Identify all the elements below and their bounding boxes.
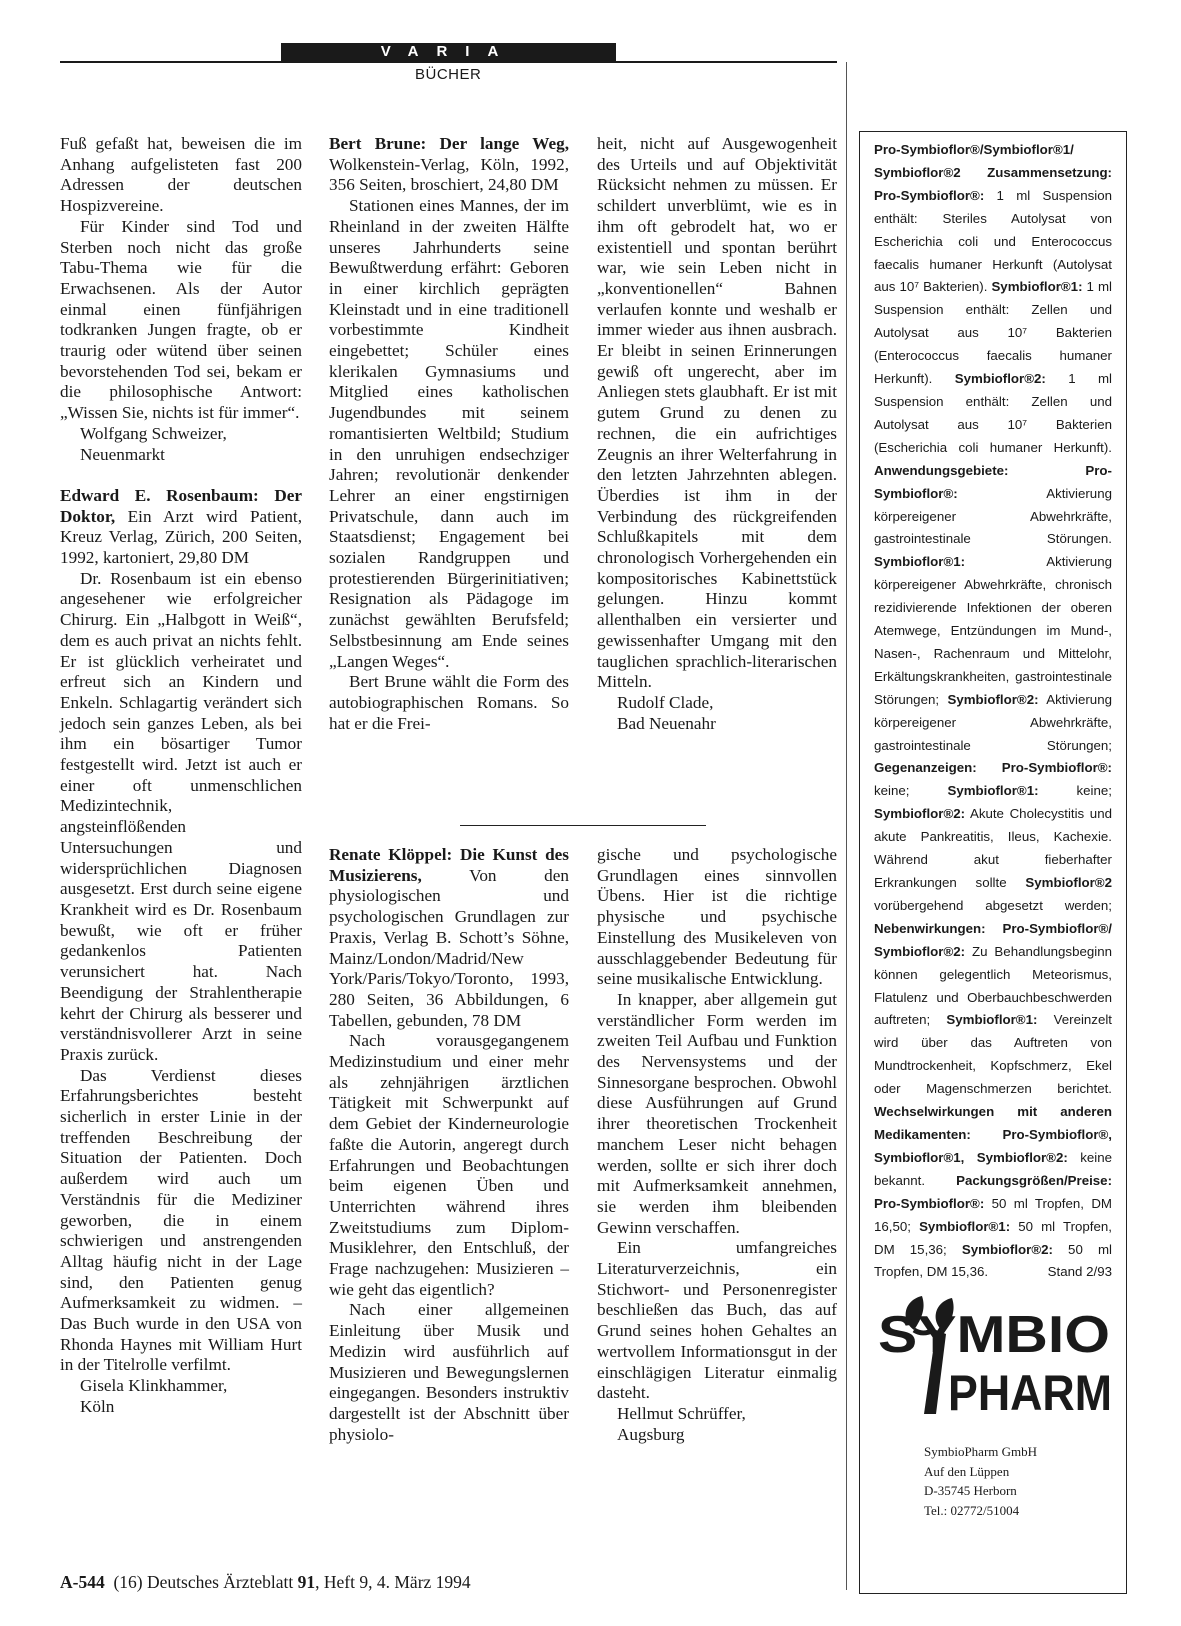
ad-bold: Pro-Symbioflor®/Symbioflor®1/ Symbioflor®2 Zusammensetzung: Pro-Symbioflor®: <box>874 142 1112 203</box>
ad-text-run: Vereinzelt wird über das Auftreten von Mundtrockenheit, Kopfschmerz, Ekel oder Magenschmerzen berichtet. <box>874 1012 1113 1097</box>
author-name: Hellmut Schrüffer, <box>617 1403 746 1423</box>
ad-bold: Wechselwirkungen mit anderen Medikamenten: Pro-Symbioflor®, Symbioflor®1, Symbioflor®2: <box>874 1104 1112 1165</box>
review-title: Renate Klöppel: Die Kunst des Musizierens, <box>329 845 569 885</box>
paragraph: Das Verdienst dieses Erfahrungsberichtes besteht sicherlich in erster Linie in der treffenden Beschreibung der Situation der Patienten. Doch außerdem wird auch um Verständnis für die Mediziner geworben, die in einem schwierigen und anstrengenden Alltag häufig nicht in der Lage sind, den Patienten genug Aufmerksamkeit zu widmen. – Das Buch wurde in den USA von Rhonda Haynes mit William Hurt in der Titelrolle verfilmt. <box>60 1065 302 1375</box>
ad-text-run: 50 ml Tropfen, DM 16,50; <box>874 1195 1112 1234</box>
review-bibliography: Ein Arzt wird Patient, Kreuz Verlag, Zürich, 200 Seiten, 1992, kartoniert, 29,80 DM <box>60 506 302 568</box>
author-name: Gisela Klinkhammer, <box>80 1376 228 1396</box>
column-divider <box>846 62 847 1590</box>
address-line: Tel.: 02772/51004 <box>924 1502 1020 1518</box>
review-heading <box>60 486 302 569</box>
paragraph: Stationen eines Mannes, der im Rheinland in der zweiten Hälfte unseres Jahrhunderts seine Bewußtwerdung erfährt: Geboren in einer kirchlich geprägten Kleinstadt und in eine traditionell vorbestimmte Kindheit eingebettet; Schüler eines klerikalen Gymnasiums und Mitglied eines katholischen Jugendbundes mit seinem romantisierten Weltbild; Studium in den unruhigen endsechziger Jahren; revolutionär denkender Lehrer an einer engstirnigen Privatschule, dann auch im Staatsdienst; Engagement bei sozialen Randgruppen und protestierenden Bürgerinitiativen; Resignation als Pädagoge im zunächst gewählten Berufsfeld; Selbstbesinnung am Ende seines „Langen Weges“. <box>329 196 569 671</box>
ad-text-run: 1 ml Suspension enthält: Zellen und Autolysat aus 10⁷ Bakterien (Enterococcus faecalis humaner Herkunft). <box>874 279 1112 387</box>
review-heading <box>329 845 569 1031</box>
ad-bold: Symbioflor®2: <box>954 371 1046 387</box>
ad-bold: Packungsgrößen/Preise: Pro-Symbioflor®: <box>874 1172 1112 1211</box>
author-place: Augsburg <box>617 1424 685 1444</box>
address-line: D-35745 Herborn <box>924 1483 1017 1498</box>
address-line: SymbioPharm GmbH <box>924 1444 1038 1459</box>
ad-text-run: keine; <box>874 783 948 799</box>
address-line: Auf den Lüppen <box>924 1463 1010 1479</box>
ad-stand: Stand 2/93 <box>1047 1264 1112 1280</box>
ad-text-run: Aktivierung körpereigener Abwehrkräfte, chronisch rezidivierende Infektionen der oberen Atemwege, Entzündungen im Mund-, Nasen-, Rachenraum und Mittelohr, Erkältungskrankheiten, gastrointestinale Störungen; <box>874 554 1112 707</box>
footer-journal: (16) Deutsches Ärzteblatt <box>104 1572 298 1592</box>
paragraph: Bert Brune wählt die Form des autobiographischen Romans. So hat er die Frei- <box>329 672 569 733</box>
author-place: Bad Neuenahr <box>617 713 716 733</box>
ad-bold: Anwendungsgebiete: Pro-Symbioflor®: <box>874 462 1112 501</box>
ad-bold: Symbioflor®1: <box>947 783 1039 799</box>
ad-text-run: keine; <box>1038 783 1112 799</box>
section-banner <box>281 43 616 61</box>
ad-bold: Nebenwirkungen: Pro-Symbioflor®/ Symbioflor®2: <box>874 920 1112 959</box>
ad-text-run: Zu Behandlungsbeginn können gelegentlich Meteorismus, Flatulenz und Oberbauchbeschwerden auftreten; <box>874 943 1112 1028</box>
column-2-lower <box>329 845 569 1445</box>
column-3-lower <box>597 845 837 1445</box>
logo-word-1: SYMBIO <box>878 1306 1110 1364</box>
review-bibliography: Wolkenstein-Verlag, Köln, 1992, 356 Seiten, broschiert, 24,80 DM <box>329 154 569 195</box>
paragraph: Nach einer allgemeinen Einleitung über Musik und Medizin wird ausführlich auf Musizieren und Bewegungslernen eingegangen. Besonders instruktiv dargestellt ist der Abschnitt über physiolo- <box>329 1300 569 1444</box>
ad-text-run: Aktivierung körpereigener Abwehrkräfte, gastrointestinale Störungen. <box>874 485 1112 547</box>
symbiopharm-logo <box>874 1290 1114 1418</box>
ad-text-run: 1 ml Suspension enthält: Steriles Autolysat von Escherichia coli und Enterococcus faecalis humaner Herkunft (Autolysat aus 10⁷ Bakterien). <box>874 187 1112 295</box>
review-separator <box>460 825 706 826</box>
ad-text-run: vorübergehend abgesetzt werden; <box>874 897 1112 913</box>
ad-text-run: 50 ml Tropfen, DM 15,36. <box>874 1241 1112 1280</box>
paragraph: Ein umfangreiches Literaturverzeichnis, ein Stichwort- und Personenregister beschließen das Buch, das auf Grund seines hohen Gehaltes an wertvollem Informationsgut in der einschlägigen Literatur einmalig dasteht. <box>597 1238 837 1403</box>
ad-bold: Symbioflor®1: <box>874 554 966 570</box>
column-2 <box>329 134 569 734</box>
ad-text-run: 50 ml Tropfen, DM 15,36; <box>874 1218 1112 1257</box>
ad-bold: Symbioflor®1: <box>991 279 1083 295</box>
review-heading <box>329 134 569 196</box>
paragraph: gische und psychologische Grundlagen eines sinnvollen Übens. Hier ist die richtige physische und psychische Einstellung des Musikeleven von ausschlaggebender Bedeutung für seine musikalische Entwicklung. <box>597 845 837 989</box>
paragraph: In knapper, aber allgemein gut verständlicher Form werden im zweiten Teil Aufbau und Funktion des Nervensystems und der Sinnesorgane besprochen. Obwohl diese Ausführungen auf Grund ihrer theoretischen Trockenheit manchem Leser nicht behagen werden, sollte er sich ihrer doch mit Aufmerksamkeit annehmen, sie werden ihm bleibenden Gewinn verschaffen. <box>597 989 837 1237</box>
paragraph: heit, nicht auf Ausgewogenheit des Urteils und auf Objektivität Rücksicht nehmen zu müssen. Er schildert unverblümt, wie es in ihm oft gebrodelt hat, wo er existentiell und spontan berührt war, wie sein Leben nicht in „konventionellen“ Bahnen verlaufen konnte und weshalb er immer wieder aus ihnen ausbrach. Er bleibt in seinen Erinnerungen gewiß oft ungerecht, aber im Anliegen stets glaubhaft. Er ist mit gutem Grund zu denen zu rechnen, die ein aufrichtiges Zeugnis an ihrer Welterfahrung in den letzten Jahrzehnten ablegen. Überdies ist ihm in der Verbindung des rückgreifenden Schlußkapitels mit dem chronologisch Vorhergehenden ein kompositorisches Kabinettstück gelungen. Hinzu kommt allenthalben ein versierter und gewissenhafter Umgang mit den tauglichen sprachlich-literarischen Mitteln. <box>597 134 837 692</box>
ad-bold: Symbioflor®2: <box>874 806 966 822</box>
ad-bold: Symbioflor®2 <box>1025 875 1112 890</box>
ad-text-run: Aktivierung körpereigener Abwehrkräfte, gastrointestinale Störungen; <box>874 691 1112 753</box>
column-3 <box>597 134 837 734</box>
ad-bold: Symbioflor®1: <box>919 1218 1011 1234</box>
footer-issue: , Heft 9, 4. März 1994 <box>315 1572 471 1592</box>
ad-bold: Symbioflor®1: <box>946 1012 1038 1028</box>
paragraph: Für Kinder sind Tod und Sterben noch nicht das große Tabu-Thema wie für die Erwachsenen. Als der Autor einmal einen fünfjährigen todkranken Jungen fragte, ob er traurig oder wütend über seinen bevorstehenden Tod sei, bekam er die philosophische Antwort: „Wissen Sie, nichts ist für immer“. <box>60 216 302 423</box>
ad-text-run: keine bekannt. <box>874 1149 1113 1188</box>
company-address <box>924 1442 1037 1520</box>
ad-bold: Gegenanzeigen: Pro-Symbioflor®: <box>874 760 1112 776</box>
section-subtitle: BÜCHER <box>415 66 482 83</box>
paragraph: Fuß gefaßt hat, beweisen die im Anhang aufgelisteten fast 200 Adressen der deutschen Hospizvereine. <box>60 134 302 216</box>
review-title: Edward E. Rosenbaum: Der Doktor, <box>60 485 302 526</box>
author-name: Rudolf Clade, <box>617 692 714 712</box>
ad-text <box>874 139 1112 1284</box>
paragraph: Nach vorausgegangenem Medizinstudium und einer mehr als zehnjährigen ärztlichen Tätigkeit mit Schwerpunkt auf dem Gebiet der Kinderneurologie faßte die Autorin, angeregt durch Erfahrungen und Beobachtungen beim eigenen Üben und Unterrichten während ihres Zweitstudiums zum Diplom-Musiklehrer, den Entschluß, der Frage nachzugehen: Musizieren – wie geht das eigentlich? <box>329 1031 569 1299</box>
footer-volume: 91 <box>297 1572 316 1592</box>
column-1 <box>60 134 302 1418</box>
ad-text-run: 1 ml Suspension enthält: Zellen und Autolysat aus 10⁷ Bakterien (Escherichia coli humaner Herkunft). <box>874 371 1112 455</box>
ad-bold: Symbioflor®2: <box>961 1241 1053 1257</box>
review-title: Bert Brune: Der lange Weg, <box>329 134 569 153</box>
page-footer <box>60 1572 471 1593</box>
review-bibliography: Von den physiologischen und psychologischen Grundlagen zur Praxis, Verlag B. Schott’s Söhne, Mainz/London/Madrid/New York/Paris/Tokyo/Toronto, 1993, 280 Seiten, 36 Abbildungen, 6 Tabellen, gebunden, 78 DM <box>329 865 569 1030</box>
logo-word-2: PHARM <box>948 1365 1112 1418</box>
header-rule <box>60 61 837 63</box>
advertisement-box <box>859 131 1127 1594</box>
page-number: A-544 <box>60 1572 105 1592</box>
ad-text-run: Akute Cholecystitis und akute Pankreatitis, Ileus, Kachexie. Während akut fieberhafter Erkrankungen sollte <box>874 806 1112 890</box>
author-place: Köln <box>80 1396 115 1416</box>
paragraph: Dr. Rosenbaum ist ein ebenso angesehener wie erfolgreicher Chirurg. Ein „Halbgott in Weiß“, dem es auch privat an nichts fehlt. Er ist glücklich verheiratet und erfreut sich an Kindern und Enkeln. Schlagartig verändert sich jedoch sein ganzes Leben, als bei ihm ein bösartiger Tumor festgestellt wird. Jetzt ist auch er einer oft unmenschlichen Medizintechnik, angsteinflößenden Untersuchungen und widersprüchlichen Diagnosen ausgesetzt. Erst durch seine eigene Krankheit wird es Dr. Rosenbaum bewußt, wie oft er früher gedankenlos Patienten verunsichert hat. Nach Beendigung der Strahlentherapie kehrt der Chirurg als besserer und verständnisvollerer Arzt in seine Praxis zurück. <box>60 568 302 1064</box>
author-place: Neuenmarkt <box>80 444 165 464</box>
section-title: VARIA <box>380 43 517 60</box>
ad-bold: Symbioflor®2: <box>947 691 1039 707</box>
author-name: Wolfgang Schweizer, <box>80 423 227 443</box>
